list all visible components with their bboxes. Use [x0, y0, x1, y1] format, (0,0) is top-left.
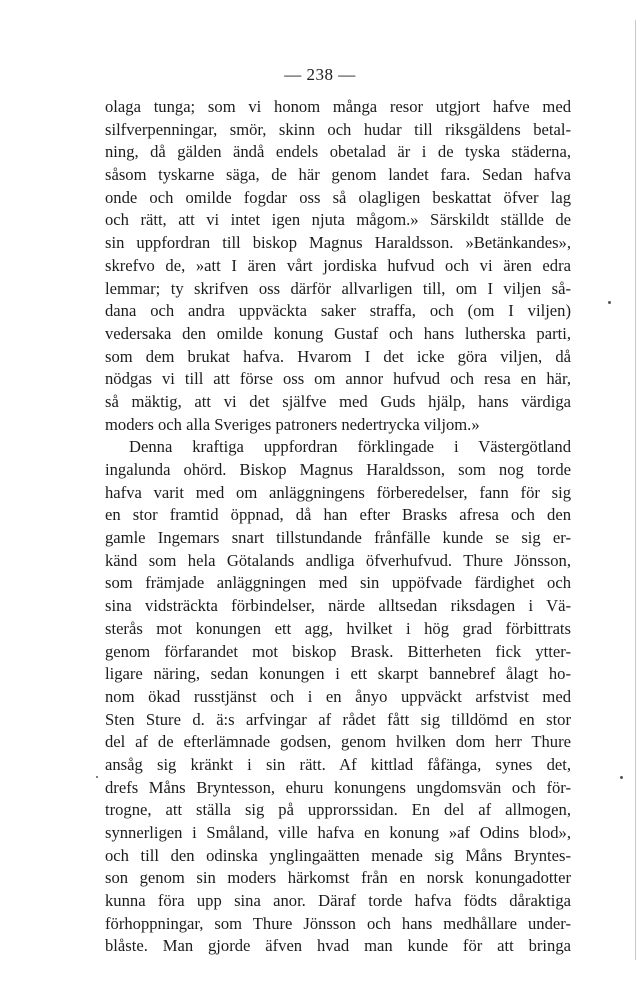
text-line: nom ökad russtjänst och i en ånyo uppväckt arfstvist med — [105, 686, 571, 706]
text-line: gamle Ingemars snart tillstundande frånfälle kunde se sig er- — [105, 528, 571, 548]
text-line: sin uppfordran till biskop Magnus Haraldsson. »Betänkandes», — [105, 233, 571, 253]
text-line: lemmar; ty skrifven oss därför allvarligen till, om I viljen så- — [105, 278, 571, 298]
text-line: som dem brukat hafva. Hvarom I det icke göra viljen, då — [105, 346, 571, 366]
text-line: olaga tunga; som vi honom många resor utgjort hafve med — [105, 97, 571, 116]
text-line: som främjade anläggningen med sin uppöfvade färdighet och — [105, 573, 571, 593]
text-line: son genom sin moders härkomst från en norsk konungadotter — [105, 868, 571, 888]
text-line: känd som hela Götalands andliga öfverhufvud. Thure Jönsson, — [105, 550, 571, 570]
text-line: ligare näring, sedan konungen i ett skarpt bannebref ålagt ho- — [105, 664, 571, 684]
text-line: synnerligen i Småland, ville hafva en konung »af Odins blod», — [105, 823, 571, 842]
text-line: genom förfarandet mot biskop Brask. Bitterheten fick ytter- — [105, 641, 571, 661]
text-line: hafva varit med om anläggningens förberedelser, fann för sig — [105, 482, 571, 502]
text-line: trogne, att ställa sig på upprorssidan. En del af allmogen, — [105, 800, 571, 820]
text-line: skrefvo de, »att I ären vårt jordiska hufvud och vi ären edra — [105, 255, 571, 275]
text-line: silfverpenningar, smör, skinn och hudar till riksgäldens betal- — [105, 119, 571, 139]
page-number: — 238 — — [284, 65, 356, 84]
text-line: blåste. Man gjorde äfven hvad man kunde för att bringa — [105, 936, 571, 956]
text-line: vedersaka den omilde konung Gustaf och hans lutherska parti, — [105, 323, 571, 343]
text-line: sterås mot konungen ett agg, hvilket i hög grad förbittrats — [105, 618, 571, 638]
text-line: moders och alla Sveriges patroners nedertrycka viljom.» — [105, 414, 480, 434]
text-line: och rätt, att vi intet igen njuta mågom.» Särskildt ställde de — [105, 210, 571, 230]
text-line: onde och omilde fogdar oss så olagligen beskattat öfver lag — [105, 187, 571, 207]
body-text — [105, 96, 571, 958]
text-line: nödgas vi till att förse oss om annor hufvud och resa en här, — [105, 369, 571, 389]
text-line: så mäktig, att vi det själfve med Guds hjälp, hans värdiga — [105, 391, 571, 411]
text-line: ning, då gälden ändå endels obetalad är i de tyska städerna, — [105, 142, 571, 162]
text-line: dana och andra uppväckta saker straffa, och (om I viljen) — [105, 301, 571, 321]
text-line: drefs Måns Bryntesson, ehuru konungens ungdomsvän och för- — [105, 777, 571, 797]
text-line: ansåg sig kränkt i sin rätt. Af kittlad fåfänga, synes det, — [105, 754, 571, 774]
text-line: kunna föra upp sina anor. Däraf torde hafva födts dåraktiga — [105, 891, 571, 911]
margin-speck — [608, 301, 611, 304]
text-line: Sten Sture d. ä:s arfvingar af rådet fått sig tilldömd en stor — [105, 709, 571, 729]
margin-speck — [96, 776, 98, 778]
text-line: ingalunda ohörd. Biskop Magnus Haraldsson, som nog torde — [105, 460, 571, 479]
text-line: en stor framtid öppnad, då han efter Brasks afresa och den — [105, 505, 571, 525]
text-line: och till den odinska ynglingaätten menade sig Måns Bryntes- — [105, 845, 571, 865]
page-edge-shadow — [635, 20, 636, 960]
text-line: förhoppningar, som Thure Jönsson och hans medhållare under- — [105, 913, 571, 933]
margin-speck — [620, 776, 623, 779]
text-line: sina vidsträckta förbindelser, närde alltsedan riksdagen i Vä- — [105, 596, 571, 616]
text-line: del af de efterlämnade godsen, genom hvilken dom herr Thure — [105, 732, 571, 752]
text-line: Denna kraftiga uppfordran förklingade i Västergötland — [129, 437, 571, 457]
text-line: såsom tyskarne säga, de här genom landet fara. Sedan hafva — [105, 165, 571, 185]
